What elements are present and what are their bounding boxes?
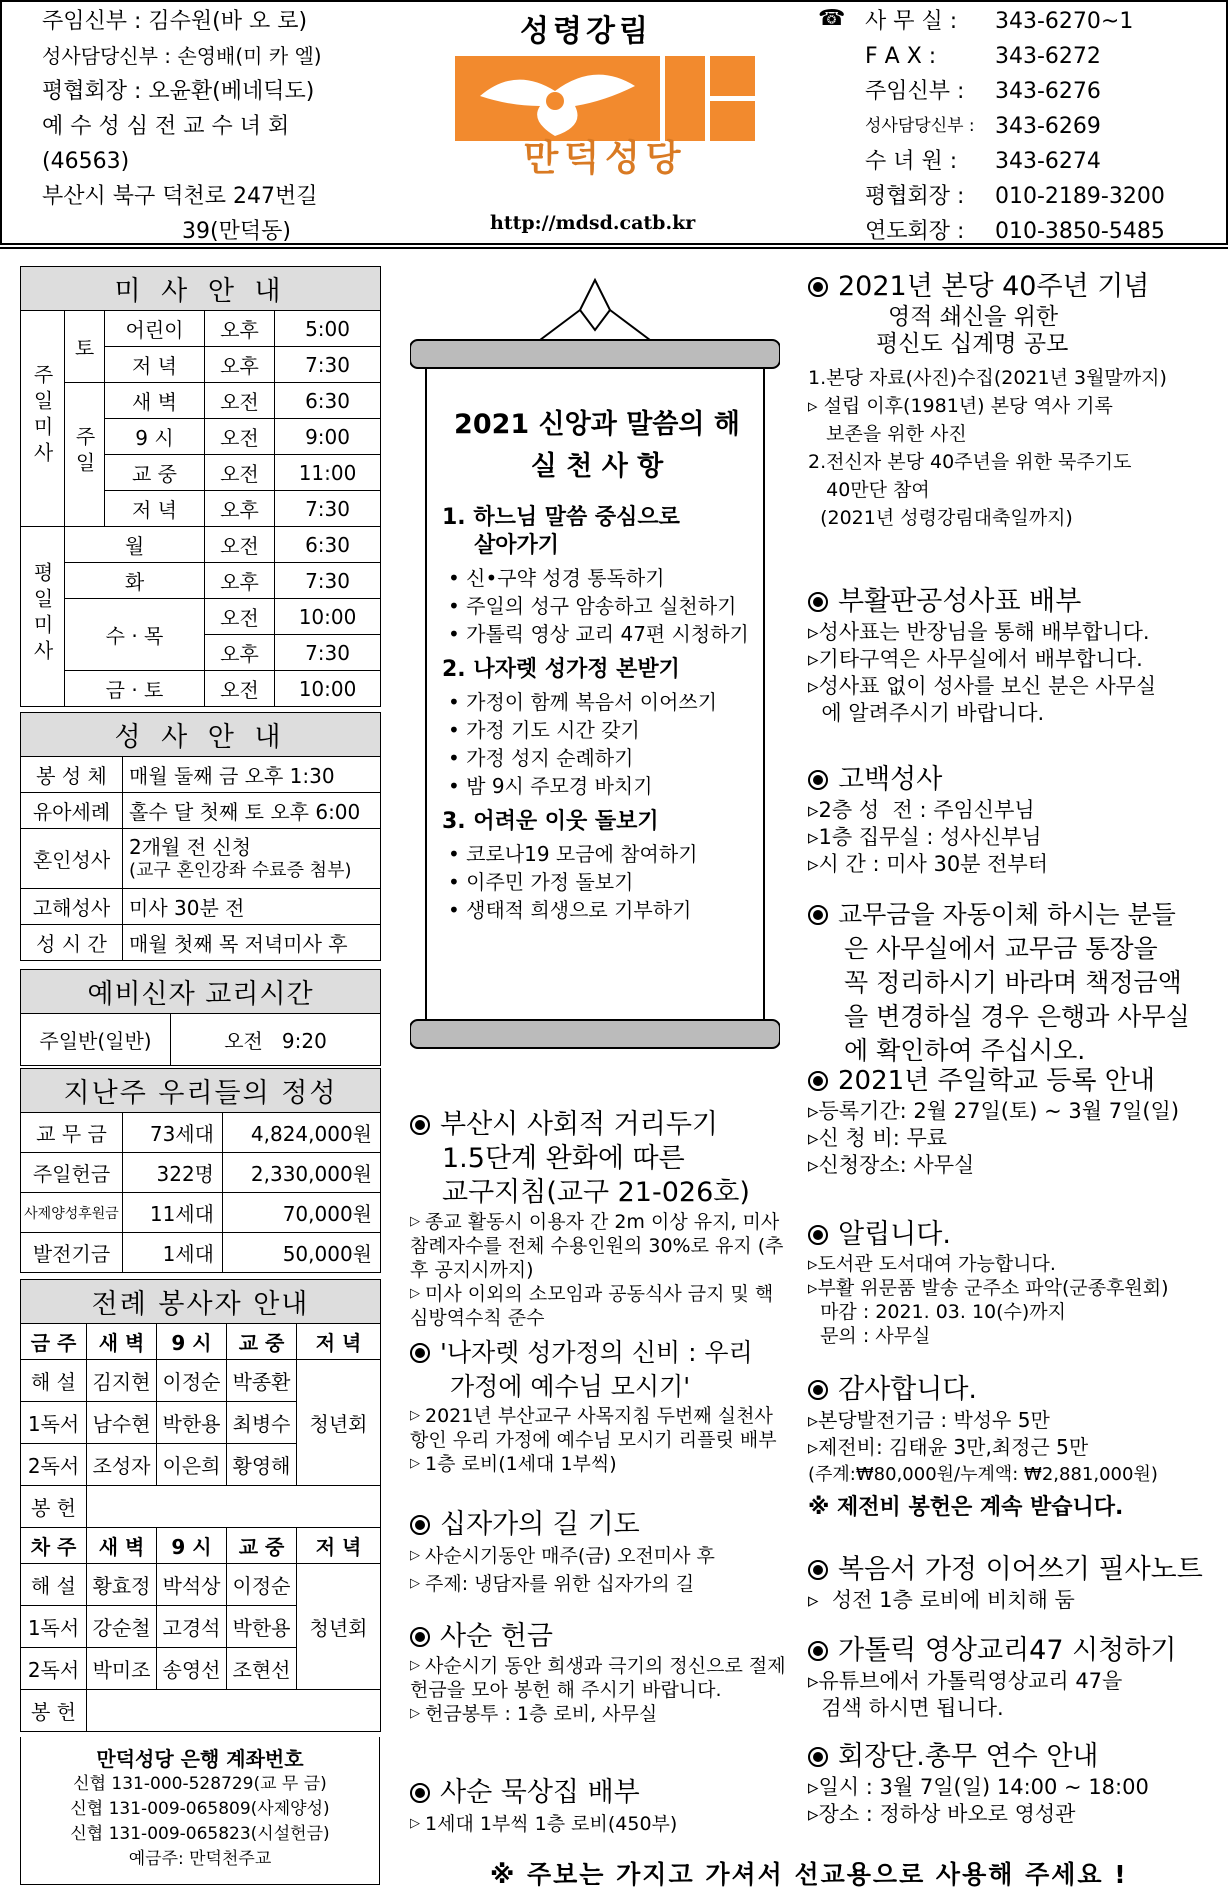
notice-anniversary: 2021년 본당 40주년 기념 영적 쇄신을 위한 평신도 십계명 공모 1.본당 자료(사진)수집(2021년 3월말까지) ▹ 설립 이후(1981년) 본당 역사 기록 보존을 위한 사진 2.전신자 본당 40주년을 위한 묵주기도 40만단 참여 (2021년 성령강림대축일까지) [808, 271, 1167, 529]
contact-row: 성사담당신부 : 343-6269 [865, 114, 1101, 139]
bullet-icon [808, 905, 828, 925]
notice-video-catechism: 가톨릭 영상교리47 시청하기 ▹유튜브에서 가톨릭영상교리 47을 검색 하시면 됩니다. [808, 1635, 1177, 1720]
bullet-icon [410, 1115, 430, 1135]
notice-easter-confession: 부활판공성사표 배부 ▹성사표는 반장님을 통해 배부합니다. ▹기타구역은 사무실에서 배부합니다. ▹성사표 없이 성사를 보신 분은 사무실 에 알려주시기 바랍니다. [808, 586, 1157, 725]
bullet-icon [808, 1071, 828, 1091]
phone-icon: ☎ [818, 6, 846, 31]
weekday-mass-label: 평일미사 [30, 562, 54, 666]
page-title: 성령강림 [520, 14, 652, 49]
bullet-icon [808, 1225, 828, 1245]
pastor-line: 주임신부 : 김수원(바 오 로) [42, 9, 308, 34]
bank-title: 만덕성당 은행 계좌번호 [96, 1747, 304, 1771]
sunday-label: 주일 [72, 426, 96, 478]
logo-text: 만덕성당 [523, 138, 687, 176]
website-link[interactable]: http://mdsd.catb.kr [490, 212, 696, 234]
notice-stations-of-cross: 십자가의 길 기도 ▷ 사순시기동안 매주(금) 오전미사 후 ▷ 주제: 냉담자를 위한 십자가의 길 [410, 1509, 715, 1595]
bullet-icon [808, 592, 828, 612]
bullet-icon [808, 1560, 828, 1580]
offering-table: 지난주 우리들의 정성 교 무 금 73세대 4,824,000원 주일헌금 322명 2,330,000원 사제양성후원금 11세대 70,000원 발전기금 1세대 50,000원 [20, 1068, 381, 1273]
bullet-icon [410, 1343, 430, 1363]
practice-heading: 1. 하느님 말씀 중심으로 [442, 505, 680, 530]
contact-row: 연도회장 : 010-3850-5485 [865, 219, 1165, 244]
bullet-icon [808, 770, 828, 790]
notice-auto-transfer: 교무금을 자동이체 하시는 분들 은 사무실에서 교무금 통장을 꼭 정리하시기 바라며 책정금액 을 변경하실 경우 은행과 사무실 에 확인하여 주십시오. [808, 898, 1218, 1068]
contact-row: 사 무 실 : 343-6270~1 [865, 9, 1134, 34]
bullet-icon [808, 277, 828, 297]
contact-row: F A X : 343-6272 [865, 44, 1101, 69]
notice-announcements: 알립니다. ▹도서관 도서대여 가능합니다. ▹부활 위문품 발송 군주소 파악(군종후원회) 마감 : 2021. 03. 10(수)까지 문의 : 사무실 [808, 1219, 1169, 1347]
parish-info [42, 4, 412, 249]
notice-sunday-school: 2021년 주일학교 등록 안내 ▹등록기간: 2월 27일(토) ~ 3월 7일(일) ▹신 청 비: 무료 ▹신청장소: 사무실 [808, 1066, 1180, 1177]
contact-list [865, 4, 1228, 249]
notice-lent-offering: 사순 헌금 ▷ 사순시기 동안 희생과 극기의 정신으로 절제 헌금을 모아 봉헌 해 주시기 바랍니다. ▷ 헌금봉투 : 1층 로비, 사무실 [410, 1621, 786, 1725]
notice-distancing: 부산시 사회적 거리두기 1.5단계 완화에 따른 교구지침(교구 21-026호) ▷ 종교 활동시 이용자 간 2m 이상 유지, 미사참례자수를 전체 수용인원의 30%로 유지 (추후 공지시까지) ▷ 미사 이외의 소모임과 공동식사 금지 및 핵심방역수칙 준수 [410, 1109, 784, 1329]
address-line: 부산시 북구 덕천로 247번길 [42, 184, 318, 209]
bank-accounts: 만덕성당 은행 계좌번호 신협 131-000-528729(교 무 금) 신협 131-009-065809(사제양성) 신협 131-009-065823(시설헌금) 예금주: 만덕천주교 [20, 1737, 380, 1885]
address-line-2: 39(만덕동) [182, 219, 291, 244]
notice-thanks: 감사합니다. ▹본당발전기금 : 박성우 5만 ▹제전비: 김태윤 3만,최정근 5만 (주계:₩80,000원/누계액: ₩2,881,000원) ※ 제전비 봉헌은 계속 받습니다. [808, 1374, 1158, 1520]
bullet-icon [410, 1783, 430, 1803]
saturday-label: 토 [65, 311, 105, 383]
sacrament-title: 성 사 안 내 [21, 713, 381, 757]
bullet-icon [808, 1380, 828, 1400]
mass-title: 미 사 안 내 [21, 267, 381, 311]
scroll-title: 2021 신앙과 말씀의 해 실 천 사 항 [454, 409, 740, 482]
bullet-icon [808, 1641, 828, 1661]
offering-title: 지난주 우리들의 정성 [21, 1069, 381, 1113]
contact-row: 주임신부 : 343-6276 [865, 79, 1101, 104]
practice-heading: 3. 어려운 이웃 돌보기 [442, 809, 659, 834]
notice-gospel-notebook: 복음서 가정 이어쓰기 필사노트 ▹ 성전 1층 로비에 비치해 둠 [808, 1554, 1203, 1612]
council-line: 평협회장 : 오윤환(베네딕도) [42, 79, 315, 104]
sunday-mass-label: 주일미사 [30, 364, 54, 468]
footer-note: ※ 주보는 가지고 가셔서 선교용으로 사용해 주세요 ! [490, 1860, 1128, 1889]
sacrament-table: 성 사 안 내 봉 성 체 매월 둘째 금 오후 1:30 유아세례 홀수 달 첫째 토 오후 6:00 혼인성사 2개월 전 신청 (교구 혼인강좌 수료증 첨부) 고해성사 미사 30분 전 성 시 간 매월 첫째 목 저녁미사 후 [20, 712, 381, 961]
bullet-icon [410, 1627, 430, 1647]
mass-schedule-table: 미 사 안 내 주일미사 토 어린이 오후 5:00 저 녁 오후 7:30 주일 새 벽 오전 6:30 9 시 오전 9:00 교 중 오전 11:00 저 녁 오후 7:30 평일미사 월 오전 6:30 화 오후 7:30 수 · 목 오전 10:00 오후 7:30 금 · 토 오전 10:00 [20, 266, 381, 707]
catechumen-table: 예비신자 교리시간 주일반(일반) 오전 9:20 [20, 969, 381, 1066]
confessor-line: 성사담당신부 : 손영배(미 카 엘) [42, 44, 322, 68]
notice-confession: 고백성사 ▹2층 성 전 : 주임신부님 ▹1층 집무실 : 성사신부님 ▹시 간 : 미사 30분 전부터 [808, 764, 1049, 876]
parish-logo [455, 56, 755, 176]
practice-heading: 2. 나자렛 성가정 본받기 [442, 657, 680, 682]
contact-row: 평협회장 : 010-2189-3200 [865, 184, 1165, 209]
catechumen-title: 예비신자 교리시간 [21, 970, 381, 1014]
scroll-body: 1. 하느님 말씀 중심으로 살아가기 • 신•구약 성경 통독하기 • 주일의 성구 암송하고 실천하기 • 가톨릭 영상 교리 47편 시청하기 2. 나자렛 성가정 본받기 • 가정이 함께 복음서 이어쓰기 • 가정 기도 시간 갖기 • 가정 성지 순례하기 • 밤 9시 주모경 바치기 3. 어려운 이웃 돌보기 • 코로나19 모금에 참여하기 • 이주민 가정 돌보기 • 생태적 희생으로 기부하기 [442, 504, 772, 924]
liturgy-title: 전례 봉사자 안내 [21, 1280, 381, 1324]
contact-row: 수 녀 원 : 343-6274 [865, 149, 1101, 174]
liturgy-table: 전례 봉사자 안내 금 주 새 벽 9 시 교 중 저 녁 해 설 김지현 이정순 박종환 청년회 1독서 남수현 박한용 최병수 2독서 조성자 이은희 황영해 봉 헌 차 주 새 벽 9 시 교 중 저 녁 해 설 황효정 박석상 이정순 청년회 1독서 강순철 고경석 박한용 2독서 박미조 송영선 조현선 봉 헌 [20, 1279, 381, 1732]
notice-holy-family: '나자렛 성가정의 신비 : 우리 가정에 예수님 모시기' ▷ 2021년 부산교구 사목지침 두번째 실천사항인 우리 가정에 예수님 모시기 리플릿 배부 ▷ 1층 로비(1세대 1부씩) [410, 1338, 777, 1475]
notice-lent-book: 사순 묵상집 배부 ▷ 1세대 1부씩 1층 로비(450부) [410, 1777, 678, 1835]
notice-leaders-training: 회장단.총무 연수 안내 ▹일시 : 3월 7일(일) 14:00 ~ 18:00 ▹장소 : 정하상 바오로 영성관 [808, 1741, 1149, 1826]
sisters-line: 예 수 성 심 전 교 수 녀 회 [42, 114, 290, 139]
bullet-icon [808, 1747, 828, 1767]
postal-code: (46563) [42, 149, 130, 174]
bullet-icon [410, 1515, 430, 1535]
